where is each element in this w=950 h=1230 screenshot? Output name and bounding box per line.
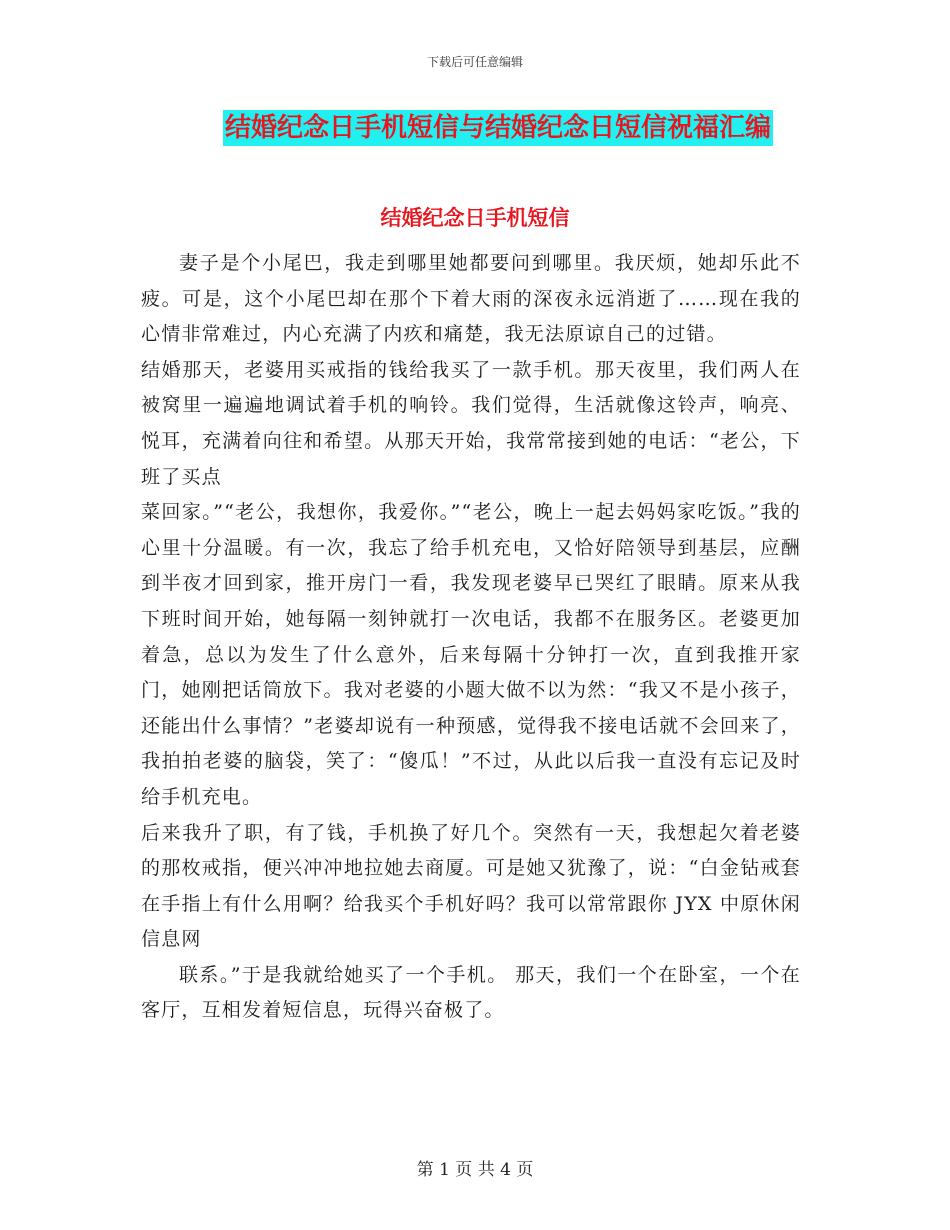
paragraph-2: 结婚那天，老婆用买戒指的钱给我买了一款手机。那天夜里，我们两人在被窝里一遍遍地调试着手机的响铃。我们觉得，生活就像这铃声，响亮、悦耳，充满着向往和希望。从那天开始，我常常接到她的电话：“老公，下班了买点 — [141, 358, 801, 488]
paragraph-5: 联系。”于是我就给她买了一个手机。 那天，我们一个在卧室，一个在客厅，互相发着短信息，玩得兴奋极了。 — [141, 963, 801, 1022]
paragraph-1: 妻子是个小尾巴，我走到哪里她都要问到哪里。我厌烦，她却乐此不疲。可是，这个小尾巴却在那个下着大雨的深夜永远消逝了……现在我的心情非常难过，内心充满了内疚和痛楚，我无法原谅自己的过错。 — [141, 252, 801, 346]
paragraph-3: 菜回家。”“老公，我想你，我爱你。”“老公，晚上一起去妈妈家吃饭。”我的心里十分温暖。有一次，我忘了给手机充电，又恰好陪领导到基层，应酬到半夜才回到家，推开房门一看，我发现老婆早已哭红了眼睛。原来从我下班时间开始，她每隔一刻钟就打一次电话，我都不在服务区。老婆更加着急，总以为发生了什么意外，后来每隔十分钟打一次，直到我推开家门，她刚把话筒放下。我对老婆的小题大做不以为然：“我又不是小孩子，还能出什么事情？”老婆却说有一种预感，觉得我不接电话就不会回来了，我拍拍老婆的脑袋，笑了：“傻瓜！”不过，从此以后我一直没有忘记及时给手机充电。 — [141, 501, 801, 808]
page-number-footer: 第 1 页 共 4 页 — [416, 1160, 534, 1180]
paragraph-4: 后来我升了职，有了钱，手机换了好几个。突然有一天，我想起欠着老婆的那枚戒指，便兴冲冲地拉她去商厦。可是她又犹豫了，说：“白金钻戒套在手指上有什么用啊？给我买个手机好吗？我可以常常跟你 JYX 中原休闲信息网 — [141, 821, 801, 951]
document-title: 结婚纪念日手机短信与结婚纪念日短信祝福汇编 — [223, 110, 773, 146]
document-body — [141, 246, 801, 1029]
section-title: 结婚纪念日手机短信 — [380, 206, 570, 230]
document-title-wrap — [0, 110, 950, 146]
header-note: 下载后可任意编辑 — [426, 55, 523, 69]
